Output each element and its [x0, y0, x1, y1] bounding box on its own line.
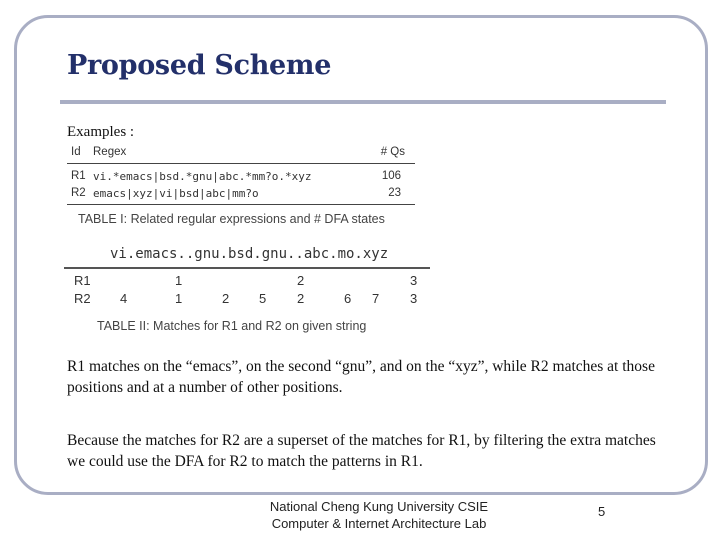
row-qs: 23: [388, 187, 401, 199]
table-rule: [67, 204, 415, 205]
table-rule: [64, 267, 430, 269]
match-cell: 3: [410, 291, 418, 306]
footer: [258, 498, 500, 532]
row-label: R2: [74, 291, 91, 306]
match-cell: 1: [175, 273, 183, 288]
title-underline: [60, 100, 666, 104]
match-cell: 1: [175, 291, 183, 306]
match-cell: 4: [120, 291, 128, 306]
row-label: R1: [74, 273, 91, 288]
match-cell: 6: [344, 291, 352, 306]
explanation-paragraph: R1 matches on the “emacs”, on the second “gnu”, and on the “xyz”, while R2 matches at those positions and at a number of other positions.: [67, 358, 655, 396]
table-row: [71, 170, 411, 182]
table1-caption: TABLE I: Related regular expressions and # DFA states: [78, 212, 385, 226]
row-id: R2: [71, 187, 86, 199]
match-cell: 7: [372, 291, 380, 306]
row-id: R1: [71, 170, 86, 182]
input-string: vi.emacs..gnu.bsd.gnu..abc.mo.xyz: [110, 246, 389, 262]
match-cell: 2: [297, 291, 305, 306]
slide-title: Proposed Scheme: [67, 50, 332, 81]
conclusion-paragraph: Because the matches for R2 are a superset of the matches for R1, by filtering the extra matches we could use the DFA for R2 to match the patterns in R1.: [67, 432, 656, 470]
page-number: 5: [598, 504, 606, 519]
row-regex: emacs|xyz|vi|bsd|abc|mm?o: [93, 187, 259, 200]
match-cell: 3: [410, 273, 418, 288]
table-rule: [67, 163, 415, 164]
footer-university: National Cheng Kung University CSIE: [269, 499, 489, 514]
regex-table: [67, 141, 417, 241]
row-regex: vi.*emacs|bsd.*gnu|abc.*mm?o.*xyz: [93, 170, 312, 183]
match-cell: 2: [297, 273, 305, 288]
table2-caption: TABLE II: Matches for R1 and R2 on given string: [97, 319, 367, 333]
header-qs: # Qs: [380, 146, 405, 158]
match-cell: 2: [222, 291, 230, 306]
footer-lab: Computer & Internet Architecture Lab: [271, 516, 487, 531]
match-cell: 5: [259, 291, 267, 306]
row-qs: 106: [381, 170, 401, 182]
header-id: Id: [71, 146, 81, 158]
header-regex: Regex: [93, 146, 127, 158]
table-row: [71, 187, 411, 199]
examples-label: Examples :: [67, 124, 135, 140]
